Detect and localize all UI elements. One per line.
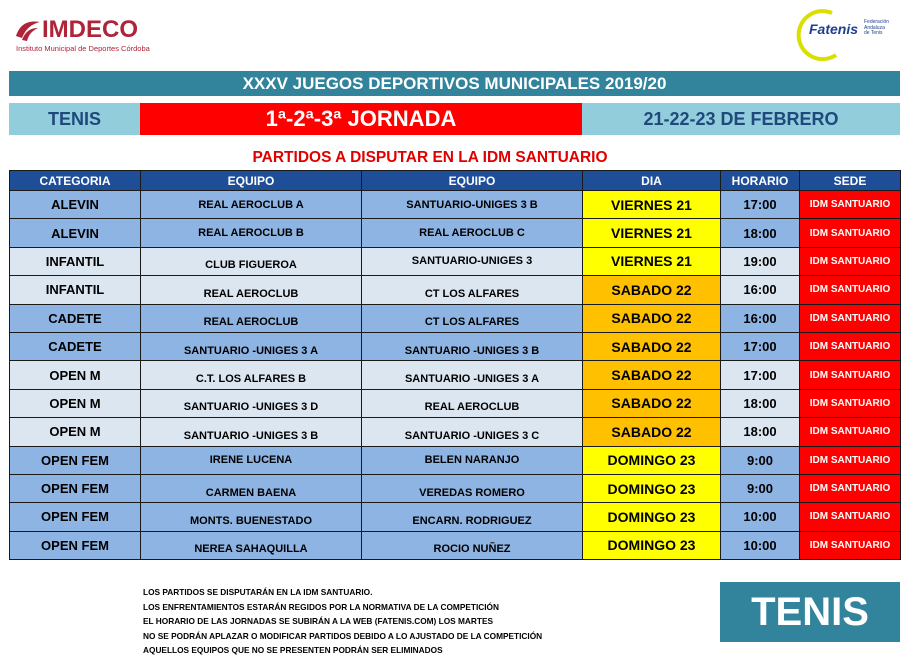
cell-horario: 9:00 bbox=[721, 446, 800, 474]
cell-sede: IDM SANTUARIO bbox=[800, 191, 901, 219]
header-equipo-2: EQUIPO bbox=[362, 171, 583, 191]
cell-equipo-1: SANTUARIO -UNIGES 3 B bbox=[141, 418, 362, 446]
cell-sede: IDM SANTUARIO bbox=[800, 219, 901, 247]
dates-label: 21-22-23 DE FEBRERO bbox=[582, 103, 900, 135]
imdeco-name: IMDECO bbox=[42, 16, 138, 43]
note-line: LOS ENFRENTAMIENTOS ESTARÁN REGIDOS POR LA NORMATIVA DE LA COMPETICIÓN bbox=[143, 601, 500, 612]
notes-block bbox=[143, 585, 542, 658]
cell-equipo-1: REAL AEROCLUB bbox=[141, 276, 362, 304]
cell-equipo-1: REAL AEROCLUB A bbox=[141, 191, 362, 219]
header-categoria: CATEGORIA bbox=[10, 171, 141, 191]
cell-equipo-1: CLUB FIGUEROA bbox=[141, 247, 362, 275]
venue-subtitle: PARTIDOS A DISPUTAR EN LA IDM SANTUARIO bbox=[252, 149, 608, 166]
cell-horario: 9:00 bbox=[721, 474, 800, 502]
tenis-badge: TENIS bbox=[720, 582, 900, 642]
cell-categoria: OPEN FEM bbox=[10, 446, 141, 474]
cell-equipo-1: SANTUARIO -UNIGES 3 A bbox=[141, 332, 362, 360]
cell-equipo-1: C.T. LOS ALFARES B bbox=[141, 361, 362, 389]
cell-equipo-1: REAL AEROCLUB B bbox=[141, 219, 362, 247]
cell-horario: 17:00 bbox=[721, 361, 800, 389]
cell-equipo-2: SANTUARIO -UNIGES 3 B bbox=[362, 332, 583, 360]
cell-equipo-2: REAL AEROCLUB bbox=[362, 389, 583, 417]
table-row bbox=[10, 191, 901, 219]
cell-equipo-2: SANTUARIO-UNIGES 3 B bbox=[362, 191, 583, 219]
table-row bbox=[10, 531, 901, 559]
table-row bbox=[10, 418, 901, 446]
cell-dia: SABADO 22 bbox=[583, 361, 721, 389]
cell-sede: IDM SANTUARIO bbox=[800, 389, 901, 417]
note-line: AQUELLOS EQUIPOS QUE NO SE PRESENTEN PODRÁN SER ELIMINADOS bbox=[143, 645, 443, 655]
cell-categoria: CADETE bbox=[10, 332, 141, 360]
cell-horario: 18:00 bbox=[721, 219, 800, 247]
cell-categoria: ALEVIN bbox=[10, 191, 141, 219]
cell-equipo-2: ENCARN. RODRIGUEZ bbox=[362, 503, 583, 531]
cell-dia: DOMINGO 23 bbox=[583, 474, 721, 502]
cell-equipo-2: CT LOS ALFARES bbox=[362, 276, 583, 304]
cell-equipo-2: VEREDAS ROMERO bbox=[362, 474, 583, 502]
imdeco-subtitle: Instituto Municipal de Deportes Córdoba bbox=[16, 44, 150, 53]
note-line: NO SE PODRÁN APLAZAR O MODIFICAR PARTIDOS DEBIDO A LO AJUSTADO DE LA COMPETICIÓN bbox=[143, 630, 543, 641]
sport-label: TENIS bbox=[9, 103, 140, 135]
cell-equipo-2: ROCIO NUÑEZ bbox=[362, 531, 583, 559]
cell-horario: 16:00 bbox=[721, 304, 800, 332]
table-row bbox=[10, 304, 901, 332]
table-row bbox=[10, 474, 901, 502]
cell-horario: 17:00 bbox=[721, 191, 800, 219]
table-row bbox=[10, 276, 901, 304]
cell-sede: IDM SANTUARIO bbox=[800, 418, 901, 446]
cell-equipo-1: MONTS. BUENESTADO bbox=[141, 503, 362, 531]
cell-categoria: INFANTIL bbox=[10, 276, 141, 304]
header-equipo-1: EQUIPO bbox=[141, 171, 362, 191]
cell-equipo-1: REAL AEROCLUB bbox=[141, 304, 362, 332]
cell-sede: IDM SANTUARIO bbox=[800, 446, 901, 474]
cell-dia: VIERNES 21 bbox=[583, 219, 721, 247]
cell-sede: IDM SANTUARIO bbox=[800, 531, 901, 559]
cell-dia: DOMINGO 23 bbox=[583, 503, 721, 531]
cell-equipo-1: IRENE LUCENA bbox=[141, 446, 362, 474]
cell-horario: 10:00 bbox=[721, 531, 800, 559]
cell-sede: IDM SANTUARIO bbox=[800, 361, 901, 389]
imdeco-logo bbox=[14, 14, 154, 54]
cell-categoria: OPEN M bbox=[10, 361, 141, 389]
cell-dia: SABADO 22 bbox=[583, 389, 721, 417]
header-horario: HORARIO bbox=[721, 171, 800, 191]
cell-horario: 17:00 bbox=[721, 332, 800, 360]
fatenis-subtitle: Federación Andaluza de Tenis bbox=[864, 19, 890, 36]
cell-categoria: INFANTIL bbox=[10, 247, 141, 275]
table-row bbox=[10, 332, 901, 360]
cell-dia: DOMINGO 23 bbox=[583, 446, 721, 474]
cell-horario: 16:00 bbox=[721, 276, 800, 304]
cell-categoria: OPEN M bbox=[10, 389, 141, 417]
cell-equipo-1: NEREA SAHAQUILLA bbox=[141, 531, 362, 559]
cell-equipo-1: SANTUARIO -UNIGES 3 D bbox=[141, 389, 362, 417]
cell-categoria: OPEN M bbox=[10, 418, 141, 446]
note-line: EL HORARIO DE LAS JORNADAS SE SUBIRÁN A LA WEB (FATENIS.COM) LOS MARTES bbox=[143, 616, 494, 626]
header-sede: SEDE bbox=[800, 171, 901, 191]
cell-dia: SABADO 22 bbox=[583, 304, 721, 332]
cell-equipo-2: CT LOS ALFARES bbox=[362, 304, 583, 332]
cell-dia: DOMINGO 23 bbox=[583, 531, 721, 559]
cell-sede: IDM SANTUARIO bbox=[800, 332, 901, 360]
imdeco-emblem-icon bbox=[14, 16, 42, 44]
cell-horario: 18:00 bbox=[721, 418, 800, 446]
header-dia: DIA bbox=[583, 171, 721, 191]
cell-horario: 18:00 bbox=[721, 389, 800, 417]
cell-equipo-1: CARMEN BAENA bbox=[141, 474, 362, 502]
table-row bbox=[10, 219, 901, 247]
cell-equipo-2: BELEN NARANJO bbox=[362, 446, 583, 474]
cell-sede: IDM SANTUARIO bbox=[800, 503, 901, 531]
table-row bbox=[10, 247, 901, 275]
fatenis-logo bbox=[790, 5, 890, 65]
competition-title: XXXV JUEGOS DEPORTIVOS MUNICIPALES 2019/20 bbox=[9, 71, 900, 96]
table-row bbox=[10, 503, 901, 531]
cell-sede: IDM SANTUARIO bbox=[800, 276, 901, 304]
jornada-label: 1ª-2ª-3ª JORNADA bbox=[140, 103, 582, 135]
cell-categoria: OPEN FEM bbox=[10, 474, 141, 502]
cell-equipo-2: REAL AEROCLUB C bbox=[362, 219, 583, 247]
cell-dia: SABADO 22 bbox=[583, 418, 721, 446]
cell-dia: SABADO 22 bbox=[583, 276, 721, 304]
cell-categoria: OPEN FEM bbox=[10, 531, 141, 559]
cell-horario: 19:00 bbox=[721, 247, 800, 275]
cell-equipo-2: SANTUARIO -UNIGES 3 A bbox=[362, 361, 583, 389]
table-row bbox=[10, 446, 901, 474]
cell-categoria: CADETE bbox=[10, 304, 141, 332]
cell-sede: IDM SANTUARIO bbox=[800, 304, 901, 332]
schedule-table bbox=[9, 170, 901, 560]
fatenis-name: Fatenis bbox=[809, 21, 859, 37]
cell-dia: SABADO 22 bbox=[583, 332, 721, 360]
cell-categoria: OPEN FEM bbox=[10, 503, 141, 531]
table-row bbox=[10, 361, 901, 389]
cell-sede: IDM SANTUARIO bbox=[800, 247, 901, 275]
cell-categoria: ALEVIN bbox=[10, 219, 141, 247]
cell-equipo-2: SANTUARIO-UNIGES 3 bbox=[362, 247, 583, 275]
table-row bbox=[10, 389, 901, 417]
note-line: LOS PARTIDOS SE DISPUTARÁN EN LA IDM SANTUARIO. bbox=[143, 587, 373, 597]
cell-dia: VIERNES 21 bbox=[583, 191, 721, 219]
cell-dia: VIERNES 21 bbox=[583, 247, 721, 275]
cell-horario: 10:00 bbox=[721, 503, 800, 531]
table-header-row bbox=[10, 171, 901, 191]
cell-sede: IDM SANTUARIO bbox=[800, 474, 901, 502]
cell-equipo-2: SANTUARIO -UNIGES 3 C bbox=[362, 418, 583, 446]
